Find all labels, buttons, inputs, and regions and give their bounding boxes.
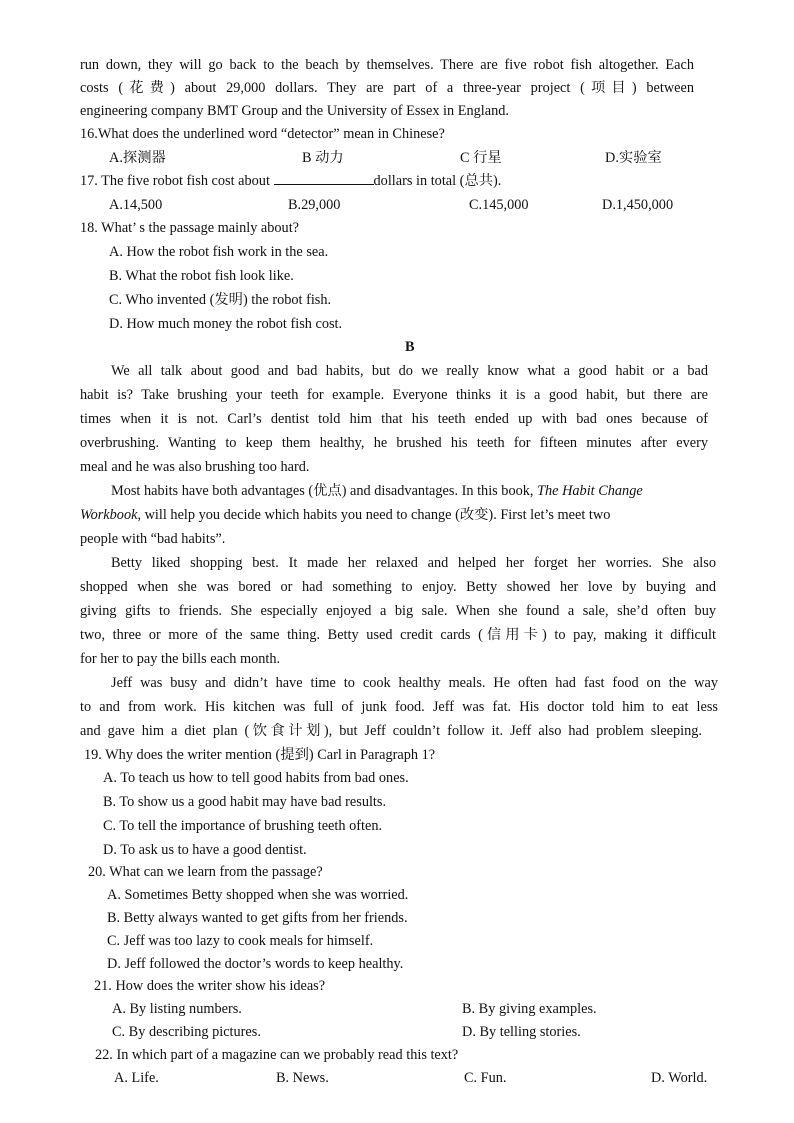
passage-a-line-1: run down, they will go back to the beach by themselves. There are five robot fish altogether. Each xyxy=(80,57,694,73)
q19-option-b: B. To show us a good habit may have bad results. xyxy=(103,794,387,810)
passage-b-p3-line-1: Betty liked shopping best. It made her relaxed and helped her forget her worries. She also xyxy=(111,555,716,571)
passage-b-p4-line-2: to and from work. His kitchen was full of junk food. Jeff was fat. His doctor told him to eat less xyxy=(80,699,718,715)
passage-b-p2-line-1 xyxy=(111,481,643,501)
q20-option-b: B. Betty always wanted to get gifts from her friends. xyxy=(107,910,408,926)
q21-option-d: D. By telling stories. xyxy=(462,1024,581,1040)
q18-option-b: B. What the robot fish look like. xyxy=(109,268,294,284)
q17-option-d: D.1,450,000 xyxy=(602,197,674,213)
q16-option-b: B 动力 xyxy=(302,150,344,166)
q19-option-c: C. To tell the importance of brushing teeth often. xyxy=(103,818,383,834)
q22-option-b: B. News. xyxy=(276,1070,329,1086)
passage-b-p1-line-4: overbrushing. Wanting to keep them healthy, he brushed his teeth for fifteen minutes after every xyxy=(80,435,708,451)
passage-a-line-2: costs (花费) about 29,000 dollars. They are part of a three-year project (项目) between xyxy=(80,80,694,96)
question-20-stem: 20. What can we learn from the passage? xyxy=(88,864,323,880)
passage-b-p3-line-4: two, three or more of the same thing. Betty used credit cards (信用卡) to pay, making it difficult xyxy=(80,627,716,643)
passage-b-p1-line-5: meal and he was also brushing too hard. xyxy=(80,459,310,475)
passage-b-p1-line-2: habit is? Take brushing your teeth for example. Everyone thinks it is a good habit, but there are xyxy=(80,387,708,403)
passage-a-line-3: engineering company BMT Group and the University of Essex in England. xyxy=(80,103,509,119)
book-title-part-1: The Habit Change xyxy=(537,483,643,499)
q17-stem-after: dollars in total (总共). xyxy=(373,173,502,189)
question-21-stem: 21. How does the writer show his ideas? xyxy=(94,978,326,994)
q20-option-c: C. Jeff was too lazy to cook meals for himself. xyxy=(107,933,374,949)
q17-answer-blank xyxy=(274,172,374,185)
q21-option-a: A. By listing numbers. xyxy=(112,1001,242,1017)
q16-option-a: A.探测器 xyxy=(109,150,166,166)
q18-option-a: A. How the robot fish work in the sea. xyxy=(109,244,329,260)
q20-option-d: D. Jeff followed the doctor’s words to keep healthy. xyxy=(107,956,404,972)
section-b-title: B xyxy=(405,339,415,355)
q17-option-c: C.145,000 xyxy=(469,197,529,213)
p2-line-2-text: , will help you decide which habits you need to change (改变). First let’s meet two xyxy=(137,507,611,523)
question-19-stem: 19. Why does the writer mention (提到) Carl in Paragraph 1? xyxy=(84,747,436,763)
question-16-stem: 16.What does the underlined word “detector” mean in Chinese? xyxy=(80,126,445,142)
p2-line-1-text: Most habits have both advantages (优点) and disadvantages. In this book, xyxy=(111,483,534,499)
q22-option-c: C. Fun. xyxy=(464,1070,507,1086)
q19-option-a: A. To teach us how to tell good habits from bad ones. xyxy=(103,770,409,786)
passage-b-p3-line-3: giving gifts to friends. She especially enjoyed a big sale. When she found a sale, she’d often buy xyxy=(80,603,716,619)
passage-b-p4-line-3: and gave him a diet plan (饮食计划), but Jeff couldn’t follow it. Jeff also had problem sleeping. xyxy=(80,723,702,739)
passage-b-p2-line-2 xyxy=(80,505,610,525)
q17-stem-before: 17. The five robot fish cost about xyxy=(80,173,270,189)
q17-option-b: B.29,000 xyxy=(288,197,341,213)
q16-option-c: C 行星 xyxy=(460,150,502,166)
q21-option-b: B. By giving examples. xyxy=(462,1001,597,1017)
q21-option-c: C. By describing pictures. xyxy=(112,1024,261,1040)
passage-b-p4-line-1: Jeff was busy and didn’t have time to cook healthy meals. He often had fast food on the way xyxy=(111,675,718,691)
q22-option-a: A. Life. xyxy=(114,1070,159,1086)
q20-option-a: A. Sometimes Betty shopped when she was worried. xyxy=(107,887,409,903)
book-title-part-2: Workbook xyxy=(80,507,138,523)
question-17-stem xyxy=(80,171,501,191)
passage-b-p1-line-3: times when it is not. Carl’s dentist told him that his teeth ended up with bad ones because of xyxy=(80,411,708,427)
q18-option-d: D. How much money the robot fish cost. xyxy=(109,316,343,332)
question-18-stem: 18. What’ s the passage mainly about? xyxy=(80,220,300,236)
q16-option-d: D.实验室 xyxy=(605,150,662,166)
passage-b-p3-line-2: shopped when she was bored or had something to enjoy. Betty showed her love by buying and xyxy=(80,579,716,595)
q17-option-a: A.14,500 xyxy=(109,197,163,213)
question-22-stem: 22. In which part of a magazine can we probably read this text? xyxy=(95,1047,459,1063)
q19-option-d: D. To ask us to have a good dentist. xyxy=(103,842,307,858)
q22-option-d: D. World. xyxy=(651,1070,708,1086)
q18-option-c: C. Who invented (发明) the robot fish. xyxy=(109,292,332,308)
passage-b-p2-line-3: people with “bad habits”. xyxy=(80,531,226,547)
passage-b-p1-line-1: We all talk about good and bad habits, but do we really know what a good habit or a bad xyxy=(111,363,708,379)
passage-b-p3-line-5: for her to pay the bills each month. xyxy=(80,651,281,667)
